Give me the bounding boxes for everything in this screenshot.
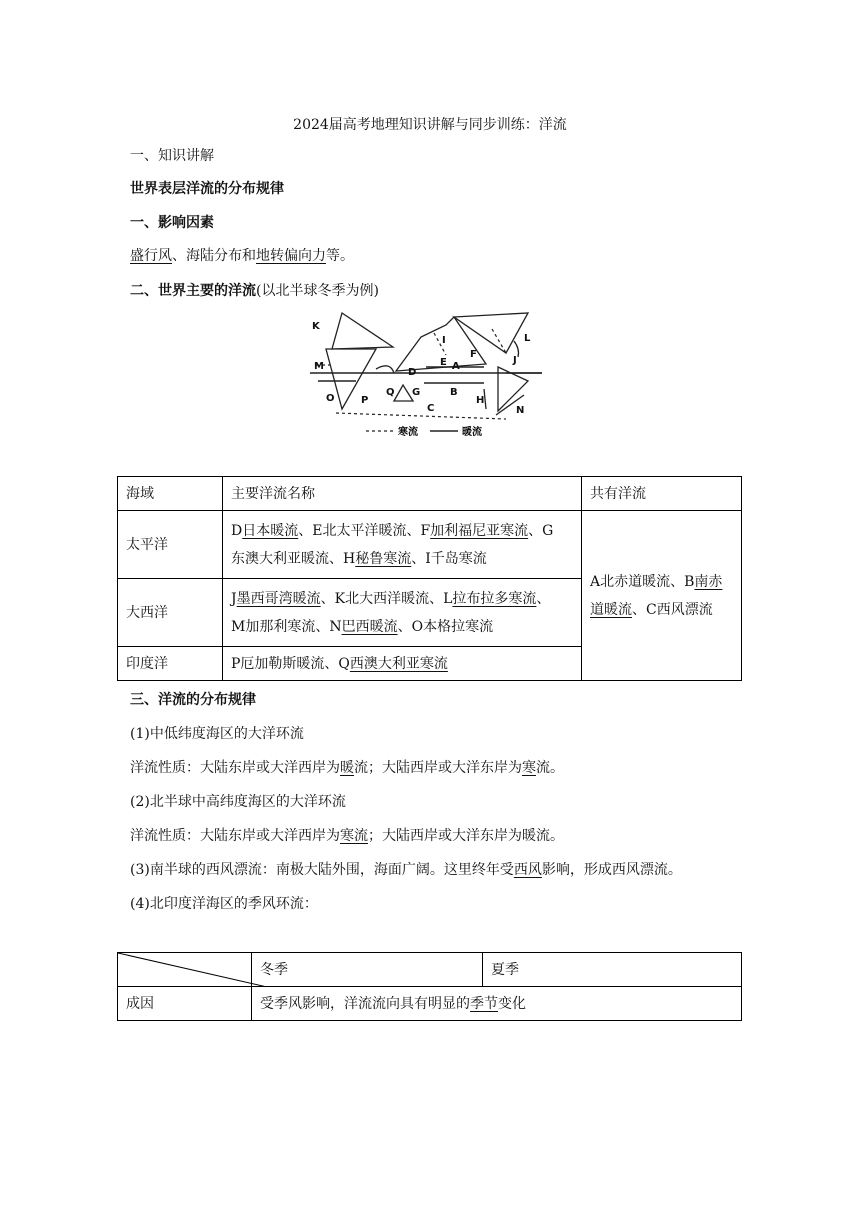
label-k: K [312,321,320,332]
ocean-current-diagram [306,309,546,443]
label-d: D [408,367,417,378]
cell-text: 东澳大利亚暖流、H [231,550,356,567]
text: ；大陆西岸或大洋东岸为暖流。 [368,828,564,844]
term-warm: 暖 [340,760,354,776]
term-westerlies: 西风 [513,862,542,878]
label-b: B [450,387,458,398]
cell-underline: 道暖流 [590,601,632,618]
ocean-indian: 印度洋 [118,647,223,681]
rule-2: (2)北半球中高纬度海区的大洋环流 [130,794,346,810]
diagram-legend [366,425,482,438]
rule-1: (1)中低纬度海区的大洋环流 [130,726,304,742]
cell-text: 、K北大西洋暖流、L [320,590,453,607]
header-currents: 主要洋流名称 [223,477,582,511]
text: 流。 [536,760,564,776]
cell-underline: 秘鲁寒流 [355,550,412,567]
diagonal-header-cell [118,953,252,987]
section-heading: 一、知识讲解 [130,148,214,164]
table-row [118,511,742,579]
term-cold: 寒 [522,760,536,776]
cell-underline: 西澳大利亚寒流 [349,655,448,672]
current-c-dashed [336,413,506,419]
page-title: 2024届高考地理知识讲解与同步训练：洋流 [293,117,567,133]
label-m: M [314,361,324,372]
label-g: G [412,387,421,398]
current-d-curve [376,366,394,373]
ocean-atlantic: 大西洋 [118,579,223,647]
text: 影响，形成西风漂流。 [541,862,682,878]
heading-patterns: 三、洋流的分布规律 [130,692,256,708]
cell-text: 、G [528,522,554,539]
rule-3 [130,860,682,880]
text: 变化 [498,995,526,1012]
cell-text: 、C西风漂流 [632,601,713,618]
cell-text: A北赤道暖流、B [590,573,695,590]
rule-1-nature [130,758,564,778]
indian-currents [223,647,582,681]
text: (3)南半球的西风漂流：南极大陆外围，海面广阔。这里终年受 [130,862,514,878]
australia-shape [394,385,413,401]
cell-text: 、 [536,590,551,607]
label-a: A [452,361,460,372]
current-l-dashed [492,329,506,353]
cell-underline: 加利福尼亚寒流 [430,522,529,539]
main-heading: 世界表层洋流的分布规律 [130,181,284,197]
header-common: 共有洋流 [582,477,742,511]
factors-end: 等。 [326,248,354,264]
cell-underline: 墨西哥湾暖流 [236,590,321,607]
ocean-pacific: 太平洋 [118,511,223,579]
cell-text: 、I千岛寒流 [411,550,487,567]
label-j: J [513,355,517,366]
cell-text: M加那利寒流、N [231,618,342,635]
pacific-currents [223,511,582,579]
label-q: Q [386,387,395,398]
row-label-cause: 成因 [118,987,252,1021]
term-prevailing-wind: 盛行风 [130,248,172,264]
table-row [118,987,742,1021]
currents-table [117,476,742,681]
label-i: I [442,335,446,346]
rule-4: (4)北印度洋海区的季风环流： [130,896,318,912]
term-coriolis: 地转偏向力 [256,248,326,264]
term-cold-current: 寒流 [340,828,368,844]
header-winter: 冬季 [252,953,483,987]
atlantic-currents [223,579,582,647]
common-currents [582,511,742,681]
factors-mid: 、海陆分布和 [172,248,256,264]
table-header-row [118,953,742,987]
cell-underline: 南赤 [694,573,723,590]
heading-currents-note: (以北半球冬季为例) [256,283,379,299]
label-h: H [476,395,485,406]
cell-text: 、E北太平洋暖流、F [298,522,431,539]
text: 洋流性质：大陆东岸或大洋西岸为 [130,760,340,776]
text: 流；大陆西岸或大洋东岸为 [354,760,522,776]
cell-underline: 巴西暖流 [341,618,398,635]
text: 洋流性质：大陆东岸或大洋西岸为 [130,828,340,844]
legend-warm-label: 暖流 [462,427,482,438]
rule-2-nature [130,826,564,846]
heading-currents [130,281,379,301]
label-p: P [361,395,369,406]
term-season: 季节 [470,995,498,1012]
cell-text: 、O本格拉寒流 [397,618,494,635]
legend-cold-label: 寒流 [398,427,418,438]
diagonal-line [118,953,267,987]
cell-text: P厄加勒斯暖流、Q [231,655,350,672]
cell-text: J [231,590,237,607]
header-summer: 夏季 [483,953,742,987]
header-sea-area: 海域 [118,477,223,511]
cell-underline: 日本暖流 [242,522,299,539]
label-c: C [427,403,435,414]
table-header-row [118,477,742,511]
heading-currents-bold: 二、世界主要的洋流 [130,283,256,299]
label-l: L [524,333,531,344]
heading-factors: 一、影响因素 [130,215,214,231]
cell-underline: 拉布拉多寒流 [452,590,537,607]
label-e: E [440,357,447,368]
monsoon-table [117,952,742,1021]
cause-text [252,987,742,1021]
text: 受季风影响，洋流流向具有明显的 [260,995,470,1012]
north-america-shape [332,313,393,349]
cell-text: D [231,522,243,539]
label-f: F [470,349,477,360]
label-n: N [516,405,525,416]
factors-text [130,246,354,266]
label-o: O [326,393,335,404]
